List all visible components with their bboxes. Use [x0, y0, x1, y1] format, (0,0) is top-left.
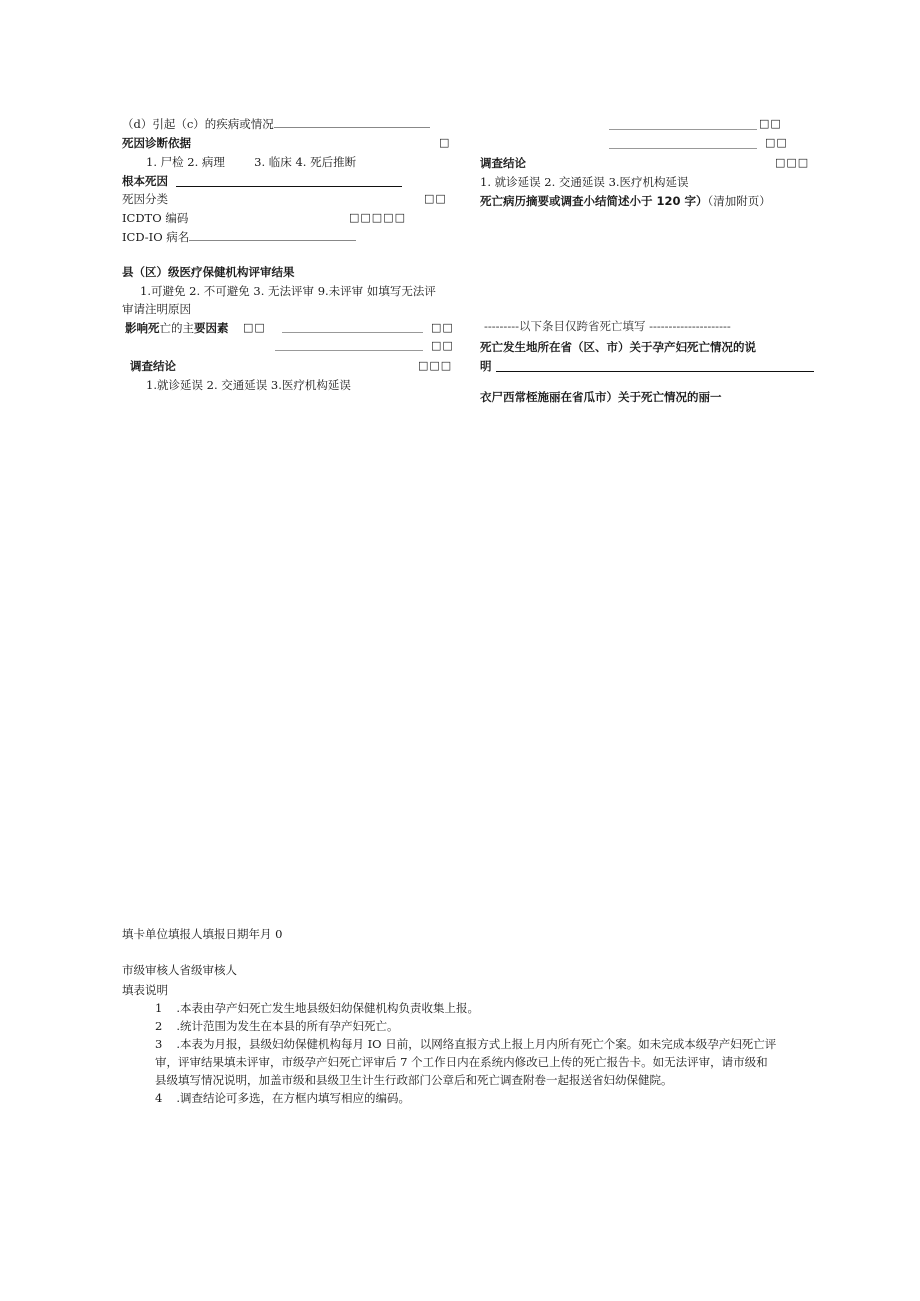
- factors-boxes-3[interactable]: □□: [431, 339, 454, 352]
- county-review-title: 县（区）级医疗保健机构评审结果: [122, 265, 295, 279]
- reviewers-line: 市级审核人省级审核人: [122, 963, 237, 977]
- instructions-title: 填表说明: [122, 983, 168, 997]
- right-boxes-1[interactable]: □□: [759, 117, 782, 130]
- factors-line-1[interactable]: [282, 332, 423, 333]
- county-review-options: 1.可避免 2. 不可避免 3. 无法评审 9.未评审 如填写无法评: [140, 284, 436, 298]
- instruction-item-3: [155, 1036, 776, 1052]
- unit-reporter-line: 填卡单位填报人填报日期年月 0: [122, 927, 283, 941]
- basis-title: 死因诊断依据: [122, 136, 191, 150]
- garbled-label: 衣尸西常桎施丽在省瓜市）关于死亡情况的丽一: [480, 390, 722, 404]
- right-line-2[interactable]: [609, 148, 757, 149]
- instruction-num: 2: [155, 1019, 163, 1033]
- county-review-options-cont: 审请注明原因: [122, 302, 191, 316]
- icd-code-label: ICDTO 编码: [122, 211, 189, 225]
- right-conclusion-options: 1. 就诊延误 2. 交通延误 3.医疗机构延误: [480, 175, 689, 189]
- instruction-num: 3: [155, 1037, 163, 1051]
- instruction-text: .本表由孕产妇死亡发生地县级妇幼保健机构负责收集上报。: [176, 1001, 479, 1015]
- instruction-num: 4: [155, 1091, 163, 1105]
- basis-options: 1. 尸检 2. 病理 3. 临床 4. 死后推断: [146, 155, 357, 169]
- right-line-1[interactable]: [609, 129, 757, 130]
- factors-label-b: 亡的主: [159, 321, 194, 335]
- icd-code-boxes[interactable]: □□□□□: [349, 211, 406, 224]
- factors-label: [125, 320, 229, 336]
- basis-checkbox[interactable]: □: [439, 136, 451, 149]
- instruction-num: 1: [155, 1001, 163, 1015]
- summary-note: （清加附页）: [707, 194, 771, 208]
- death-place-field[interactable]: [496, 371, 814, 372]
- death-place-label-cont: 明: [480, 359, 492, 373]
- icd-name-field[interactable]: [189, 229, 356, 241]
- right-conclusion-title: 调查结论: [480, 156, 526, 170]
- cross-province-divider: ---------以下条目仅跨省死亡填写 ---------------------: [484, 319, 731, 333]
- icd-name-label: [122, 229, 356, 245]
- cause-d-text: （d）引起（c）的疾病或情况: [122, 117, 274, 131]
- cause-d-field[interactable]: [274, 116, 430, 128]
- death-place-label: 死亡发生地所在省（区、市）关于孕产妇死亡情况的说: [480, 340, 756, 354]
- classification-label: 死因分类: [122, 192, 168, 206]
- classification-boxes[interactable]: □□: [424, 192, 447, 205]
- summary-label: [480, 193, 771, 209]
- instruction-item-1: [155, 1000, 479, 1016]
- instruction-item-3-line3: 县级填写情况说明，加盖市级和县级卫生计生行政部门公章后和死亡调查附卷一起报送省妇幼保健院。: [155, 1073, 673, 1087]
- root-cause-field[interactable]: [176, 186, 402, 187]
- right-boxes-2[interactable]: □□: [765, 136, 788, 149]
- left-conclusion-title: 调查结论: [130, 359, 176, 373]
- instruction-text: .本表为月报，县级妇幼保健机构每月 IO 日前，以网络直报方式上报上月内所有死亡个案。如未完成本级孕产妇死亡评: [176, 1037, 777, 1051]
- right-conclusion-boxes[interactable]: □□□: [775, 156, 810, 169]
- factors-line-2[interactable]: [275, 350, 423, 351]
- instruction-text: .调查结论可多选，在方框内填写相应的编码。: [176, 1091, 410, 1105]
- instruction-text: .统计范围为发生在本县的所有孕产妇死亡。: [176, 1019, 399, 1033]
- instruction-item-2: [155, 1018, 398, 1034]
- root-cause-label: 根本死因: [122, 174, 168, 188]
- cause-d-label: [122, 116, 430, 132]
- left-conclusion-options: 1.就诊延误 2. 交通延误 3.医疗机构延误: [146, 378, 351, 392]
- factors-label-c: 要因素: [194, 321, 229, 335]
- factors-label-a: 影响死: [125, 321, 160, 335]
- factors-boxes-2[interactable]: □□: [431, 321, 454, 334]
- instruction-item-4: [155, 1090, 410, 1106]
- left-conclusion-boxes[interactable]: □□□: [418, 359, 453, 372]
- summary-bold: 死亡病历摘要或调查小结简述小于 120 字）: [480, 194, 708, 208]
- instruction-item-3-line2: 审，评审结果填未评审，市级孕产妇死亡评审后 7 个工作日内在系统内修改已上传的死亡报告卡。如无法评审，请市级和: [155, 1055, 768, 1069]
- factors-boxes-1[interactable]: □□: [243, 321, 266, 334]
- icd-name-text: ICD-IO 病名: [122, 230, 190, 244]
